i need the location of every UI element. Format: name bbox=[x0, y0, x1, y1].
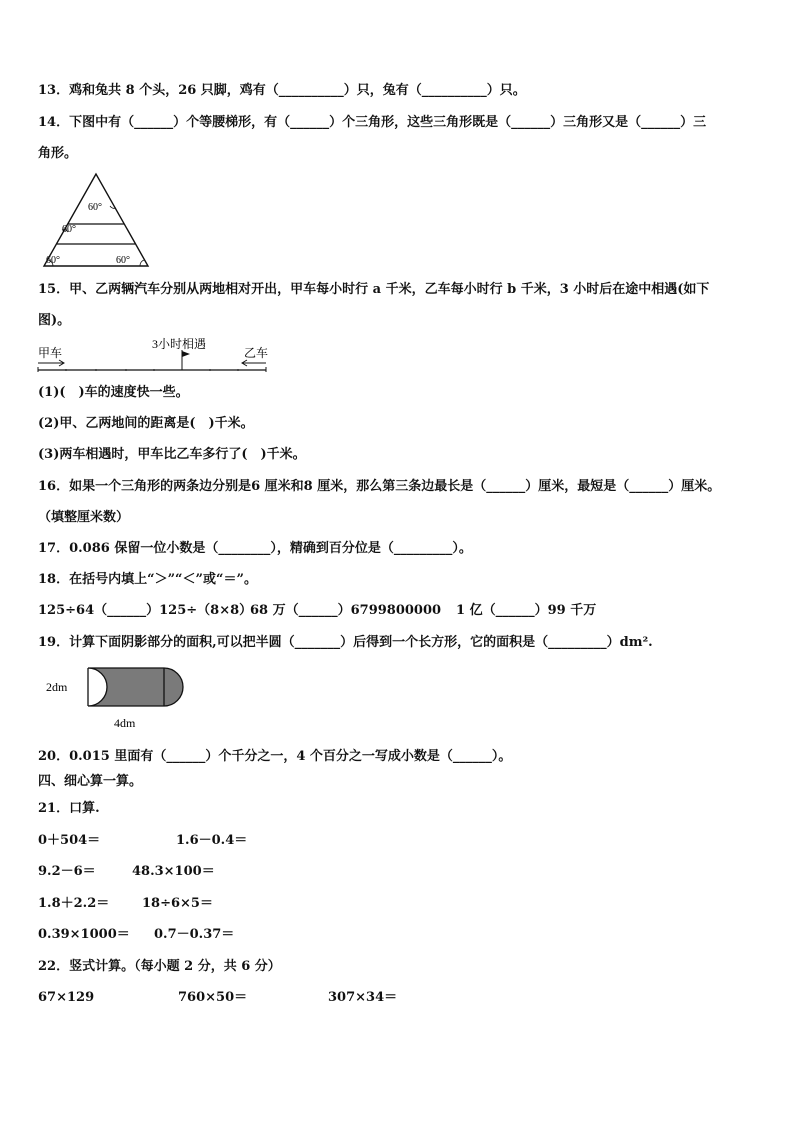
question-15-part2: (2)甲、乙两地间的距离是( )千米。 bbox=[38, 416, 254, 431]
shaded-area-figure bbox=[44, 664, 194, 734]
question-21: 21．口算. bbox=[38, 801, 100, 816]
question-13: 13．鸡和兔共 8 个头，26 只脚，鸡有（__________）只，兔有（__________）只。 bbox=[38, 83, 526, 98]
question-14-line1: 14．下图中有（______）个等腰梯形，有（______）个三角形，这些三角形既是（______）三角形又是（______）三 bbox=[38, 115, 707, 130]
angle-label: 60° bbox=[88, 202, 102, 213]
written-calc-item: 307×34＝ bbox=[328, 990, 398, 1005]
oral-calc-item: 1.6－0.4＝ bbox=[176, 833, 248, 848]
question-15-line2: 图)。 bbox=[38, 313, 71, 328]
flag-icon bbox=[182, 351, 190, 357]
height-label: 2dm bbox=[46, 680, 68, 694]
triangle-trapezoid-figure bbox=[40, 170, 152, 270]
question-18-item1: 125÷64（______）125÷（8×8） bbox=[38, 603, 253, 618]
question-16-line1: 16．如果一个三角形的两条边分别是6 厘米和8 厘米，那么第三条边最长是（______）厘米，最短是（______）厘米。 bbox=[38, 479, 721, 494]
written-calc-item: 67×129 bbox=[38, 990, 95, 1005]
meet-label: 3小时相遇 bbox=[152, 337, 207, 351]
question-18-item2: 68 万（______）6799800000 bbox=[250, 603, 442, 618]
question-15-part1: (1)( )车的速度快一些。 bbox=[38, 385, 189, 400]
question-14-line2: 角形。 bbox=[38, 146, 78, 161]
question-18: 18．在括号内填上“＞”“＜”或“＝”。 bbox=[38, 572, 257, 587]
oral-calc-item: 9.2－6＝ bbox=[38, 864, 96, 879]
question-20: 20．0.015 里面有（______）个千分之一，4 个百分之一写成小数是（______）。 bbox=[38, 749, 512, 764]
oral-calc-item: 0＋504＝ bbox=[38, 833, 101, 848]
angle-label: 60° bbox=[116, 255, 130, 266]
oral-calc-item: 48.3×100＝ bbox=[132, 864, 215, 879]
question-22: 22．竖式计算。（每小题 2 分，共 6 分） bbox=[38, 959, 281, 974]
section-4-heading: 四、细心算一算。 bbox=[38, 774, 143, 789]
car-a-label: 甲车 bbox=[38, 346, 63, 360]
oral-calc-item: 0.7－0.37＝ bbox=[154, 927, 235, 942]
shaded-region bbox=[88, 668, 183, 706]
oral-calc-item: 1.8＋2.2＝ bbox=[38, 896, 110, 911]
car-meeting-figure bbox=[36, 336, 270, 376]
oral-calc-item: 0.39×1000＝ bbox=[38, 927, 130, 942]
written-calc-item: 760×50＝ bbox=[178, 990, 248, 1005]
car-b-label: 乙车 bbox=[244, 346, 269, 360]
question-15-part3: (3)两车相遇时，甲车比乙车多行了( )千米。 bbox=[38, 447, 306, 462]
angle-label: 60° bbox=[62, 224, 76, 235]
question-15-line1: 15．甲、乙两辆汽车分别从两地相对开出，甲车每小时行 a 千米，乙车每小时行 b 千米，3 小时后在途中相遇(如下 bbox=[38, 282, 710, 297]
angle-label: 60° bbox=[46, 255, 60, 266]
question-19: 19．计算下面阴影部分的面积,可以把半圆（_______）后得到一个长方形，它的面积是（_________）dm². bbox=[38, 635, 653, 650]
width-label: 4dm bbox=[114, 716, 136, 730]
question-16-line2: （填整厘米数） bbox=[38, 510, 130, 525]
question-18-item3: 1 亿（______）99 千万 bbox=[456, 603, 597, 618]
question-17: 17．0.086 保留一位小数是（________），精确到百分位是（_________）。 bbox=[38, 541, 472, 556]
oral-calc-item: 18÷6×5＝ bbox=[142, 896, 213, 911]
